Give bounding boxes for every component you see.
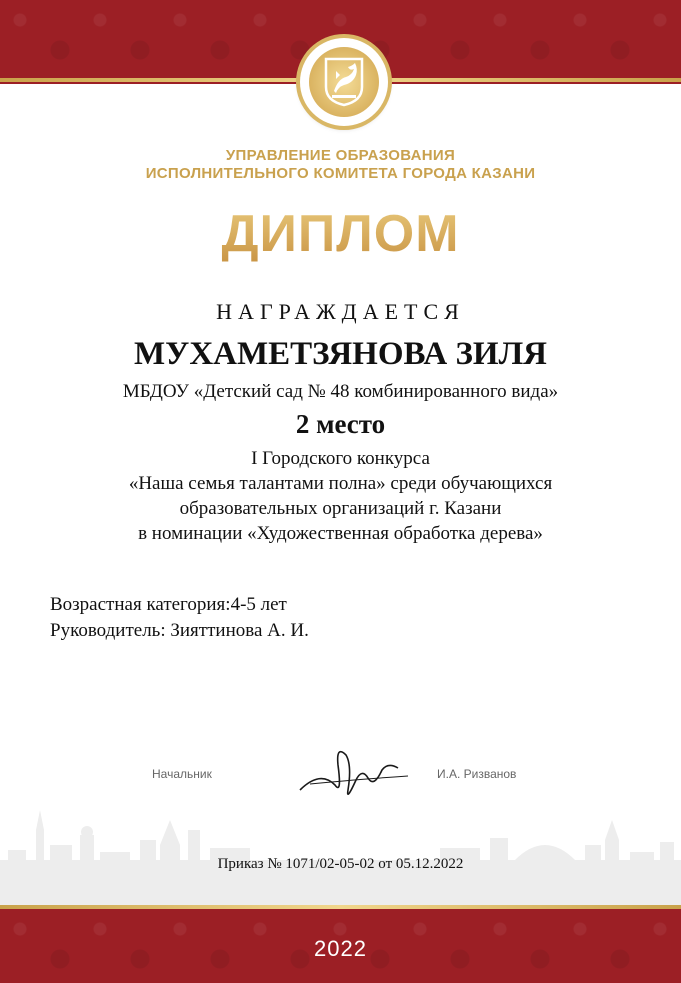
awarded-label: НАГРАЖДАЕТСЯ <box>216 299 465 324</box>
year-label: 2022 <box>314 936 367 961</box>
contest-line-2: «Наша семья талантами полна» среди обучающихся <box>128 473 553 494</box>
age-category: Возрастная категория:4-5 лет <box>50 594 287 615</box>
recipient-name: МУХАМЕТЗЯНОВА ЗИЛЯ <box>133 336 548 372</box>
org-line-2: ИСПОЛНИТЕЛЬНОГО КОМИТЕТА ГОРОДА КАЗАНИ <box>145 165 536 182</box>
diploma-title: ДИПЛОМ <box>0 204 681 264</box>
contest-line-1: I Городского конкурса <box>251 448 430 469</box>
order-number: Приказ № 1071/02-05-02 от 05.12.2022 <box>217 856 464 872</box>
kazan-emblem-icon <box>309 47 379 117</box>
place-award: 2 место <box>295 409 386 439</box>
org-line-1: УПРАВЛЕНИЕ ОБРАЗОВАНИЯ <box>225 147 456 164</box>
contest-line-3: образовательных организаций г. Казани <box>179 498 502 519</box>
mentor-name: Руководитель: Зияттинова А. И. <box>50 620 309 641</box>
handwritten-signature <box>290 740 410 810</box>
signer-name: И.А. Ризванов <box>437 767 517 781</box>
contest-line-4: в номинации «Художественная обработка дерева» <box>138 523 543 544</box>
signatory-position: Начальник <box>152 767 212 781</box>
institution-name: МБДОУ «Детский сад № 48 комбинированного вида» <box>122 381 559 402</box>
emblem-medallion <box>300 38 388 126</box>
